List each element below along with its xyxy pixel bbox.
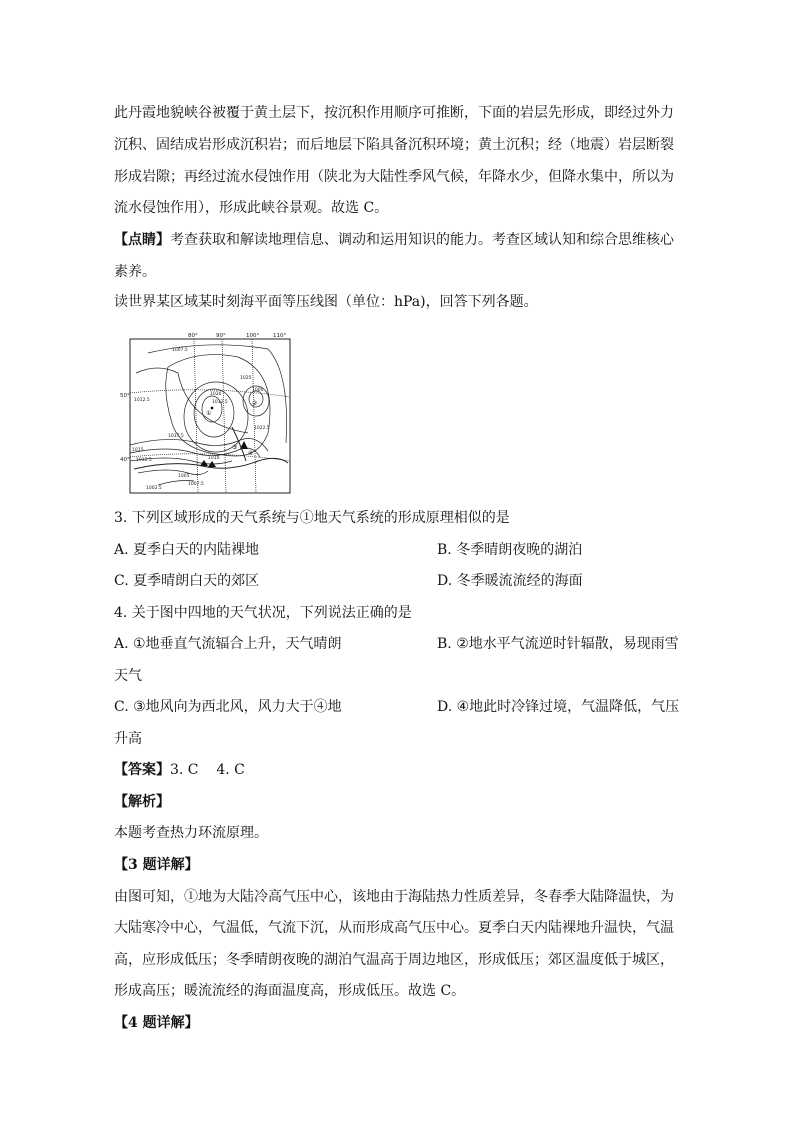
paragraph-line: 形成岩隙；再经过流水侵蚀作用（陕北为大陆性季风气候，年降水少，但降水集中，所以为 <box>114 169 674 185</box>
isobar-label: 1012.5 <box>134 398 150 403</box>
option-c: C. 夏季晴朗白天的郊区 <box>114 573 260 589</box>
paragraph-line: 此丹霞地貌峡谷被覆于黄土层下，按沉积作用顺序可推断，下面的岩层先形成，即经过外力 <box>114 105 674 121</box>
isobar-label: 1022.5 <box>254 426 270 431</box>
answer-line <box>114 760 684 780</box>
dianjing-text: 考查获取和解读地理信息、调动和运用知识的能力。考查区域认知和综合思维核心 <box>170 232 674 248</box>
isobar-label: 1010 <box>208 456 220 461</box>
map-marker: ① <box>206 410 212 417</box>
q4-detail-tag: 【4 题详解】 <box>114 1015 199 1031</box>
paragraph-line: 大陆寒冷中心，气温低，气流下沉，从而形成高气压中心。夏季白天内陆裸地升温快，气温 <box>114 920 674 936</box>
isobar-label: 1025 <box>240 376 252 381</box>
option-b: B. 冬季晴朗夜晚的湖泊 <box>437 542 583 558</box>
answer-text: 3. C 4. C <box>170 762 245 778</box>
answer-tag: 【答案】 <box>114 762 170 778</box>
isobar-label: 1007.5 <box>172 348 188 353</box>
lon-label: 110° <box>273 333 287 339</box>
map-marker: ② <box>252 400 258 407</box>
analysis-tag: 【解析】 <box>114 794 170 810</box>
question-stem: 3. 下列区域形成的天气系统与①地天气系统的形成原理相似的是 <box>114 510 510 526</box>
isobar-label: 1015 <box>132 448 144 453</box>
option-b: B. ②地水平气流逆时针辐散，易现雨雪 <box>437 636 679 652</box>
dianjing-tag: 【点睛】 <box>114 232 170 248</box>
paragraph-line: 形成高压；暖流流经的海面温度高，形成低压。故选 C。 <box>114 983 466 999</box>
map-marker: ④ <box>248 450 254 457</box>
lat-label: 50° <box>120 393 130 399</box>
isobar-label: 1012.5 <box>212 400 228 405</box>
lon-label: 80° <box>188 333 198 339</box>
q3-detail-tag: 【3 题详解】 <box>114 857 199 873</box>
isobar-label: 1020 <box>210 392 222 397</box>
paragraph-line: 高，应形成低压；冬季晴朗夜晚的湖泊气温高于周边地区，形成低压；郊区温度低于城区， <box>114 952 674 968</box>
isobar-label: 1012.5 <box>136 458 152 463</box>
question-stem: 4. 关于图中四地的天气状况，下列说法正确的是 <box>114 605 412 621</box>
option-d: D. ④地此时冷锋过境，气温降低，气压 <box>437 699 680 715</box>
isobar-label: 1017.5 <box>168 434 184 439</box>
question-intro: 读世界某区域某时刻海平面等压线图（单位：hPa)，回答下列各题。 <box>114 294 538 310</box>
analysis-text: 本题考查热力环流原理。 <box>114 825 268 841</box>
option-a: A. ①地垂直气流辐合上升，天气晴朗 <box>114 636 342 652</box>
lon-label: 90° <box>216 333 226 339</box>
isobar-label: 1005 <box>178 474 190 479</box>
paragraph-line: 素养。 <box>114 264 156 280</box>
map-marker: ③ <box>232 444 238 451</box>
paragraph-line: 由图可知，①地为大陆冷高气压中心，该地由于海陆热力性质差异，冬春季大陆降温快，为 <box>114 889 674 905</box>
option-c: C. ③地风向为西北风，风力大于④地 <box>114 699 342 715</box>
option-d: D. 冬季暖流流经的海面 <box>437 573 583 589</box>
option-d-continued: 升高 <box>114 731 142 747</box>
option-b-continued: 天气 <box>114 668 142 684</box>
lat-label: 40° <box>120 457 130 463</box>
paragraph-line: 流水侵蚀作用），形成此峡谷景观。故选 C。 <box>114 200 389 216</box>
isobar-label: 1007.5 <box>188 482 204 487</box>
paragraph-line: 沉积、固结成岩形成沉积岩；而后地层下陷具备沉积环境；黄土沉积；经（地震）岩层断裂 <box>114 137 674 153</box>
option-a: A. 夏季白天的内陆裸地 <box>114 542 260 558</box>
isobar-label: 1000 <box>252 388 264 393</box>
isobar-label: 1002.5 <box>146 486 162 491</box>
isobar-map-figure <box>120 333 292 495</box>
dianjing-paragraph <box>114 230 684 250</box>
lon-label: 100° <box>246 333 260 339</box>
